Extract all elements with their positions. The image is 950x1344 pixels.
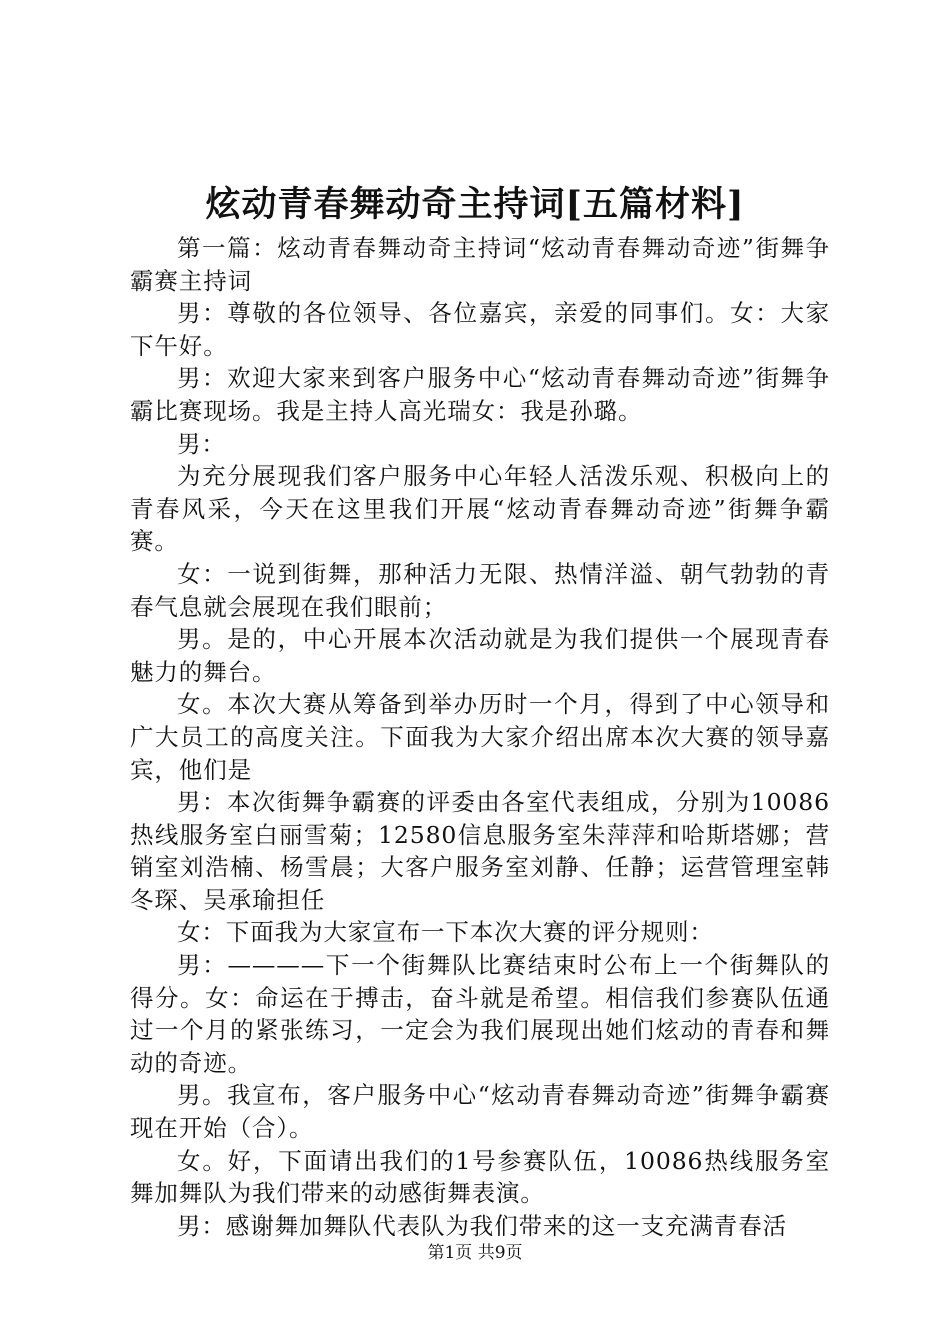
paragraph: 女：下面我为大家宣布一下本次大赛的评分规则： [177, 918, 714, 947]
paragraph: 女。好，下面请出我们的1号参赛队伍，10086热线服务室舞加舞队为我们带来的动感街舞表演。 [130, 1146, 830, 1208]
paragraph: 男。是的，中心开展本次活动就是为我们提供一个展现青春魅力的舞台。 [130, 625, 830, 686]
paragraph: 男：尊敬的各位领导、各位嘉宾，亲爱的同事们。女：大家下午好。 [130, 299, 830, 360]
paragraph: 男：————下一个街舞队比赛结束时公布上一个街舞队的得分。女：命运在于搏击，奋斗就是希望。相信我们参赛队伍通过一个月的紧张练习，一定会为我们展现出她们炫动的青春和舞动的奇迹。 [130, 951, 830, 1077]
paragraph: 男：感谢舞加舞队代表队为我们带来的这一支充满青春活 [177, 1211, 787, 1240]
paragraph: 男。我宣布，客户服务中心“炫动青春舞动奇迹”街舞争霸赛现在开始（合）。 [130, 1081, 830, 1143]
document-body [130, 232, 830, 1242]
paragraph: 男：本次街舞争霸赛的评委由各室代表组成，分别为10086热线服务室白丽雪菊；12580信息服务室朱萍萍和哈斯塔娜；营销室刘浩楠、杨雪晨；大客户服务室刘静、任静；运营管理室韩冬琛、吴承瑜担任 [130, 788, 830, 914]
document-title: 炫动青春舞动奇主持词[五篇材料] [205, 184, 745, 225]
paragraph: 第一篇：炫动青春舞动奇主持词“炫动青春舞动奇迹”街舞争霸赛主持词 [130, 234, 830, 295]
paragraph: 女。本次大赛从筹备到举办历时一个月，得到了中心领导和广大员工的高度关注。下面我为大家介绍出席本次大赛的领导嘉宾，他们是 [130, 690, 830, 784]
paragraph: 男：欢迎大家来到客户服务中心“炫动青春舞动奇迹”街舞争霸比赛现场。我是主持人高光瑞女：我是孙璐。 [130, 364, 830, 425]
page-footer: 第1页 共9页 [427, 1243, 523, 1263]
paragraph: 女：一说到街舞，那种活力无限、热情洋溢、朝气勃勃的青春气息就会展现在我们眼前； [130, 559, 830, 621]
paragraph: 为充分展现我们客户服务中心年轻人活泼乐观、积极向上的青春风采，今天在这里我们开展“炫动青春舞动奇迹”街舞争霸赛。 [130, 462, 830, 556]
paragraph: 男： [177, 429, 226, 458]
